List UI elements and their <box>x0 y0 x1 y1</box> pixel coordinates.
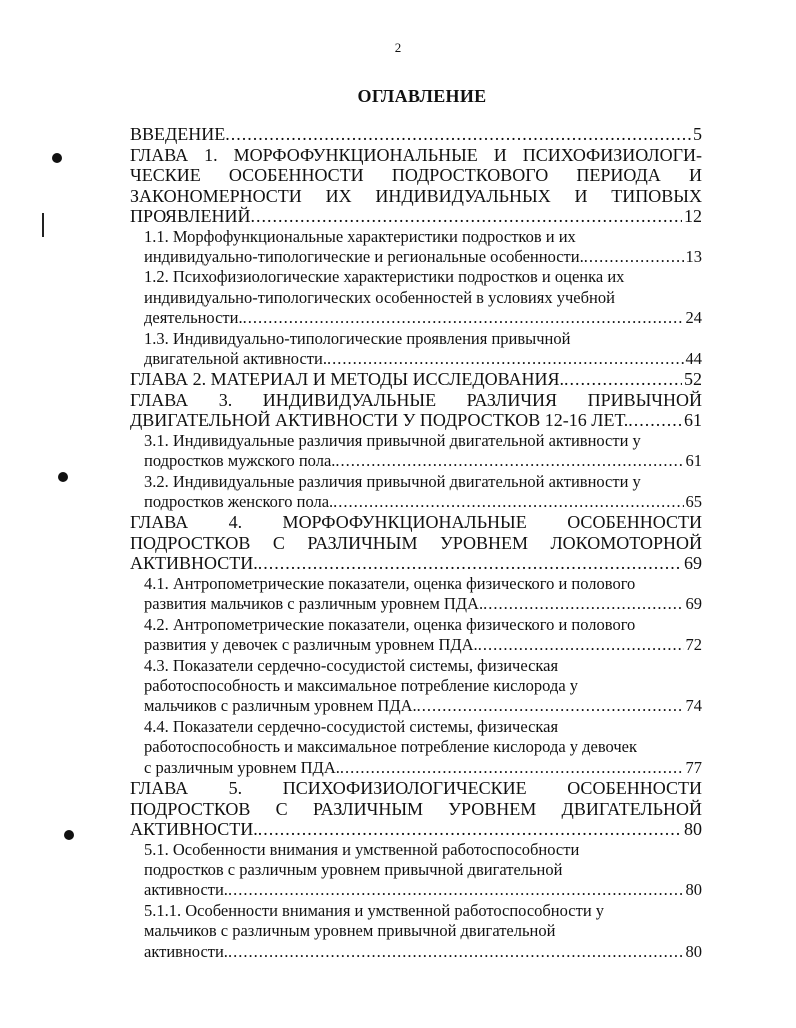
page-ref: 72 <box>685 635 702 655</box>
page-ref: 80 <box>685 880 702 900</box>
entry-line: 4.3. Показатели сердечно-сосудистой системы, физическая <box>144 655 559 675</box>
entry-line: 4.1. Антропометрические показатели, оценка физического и полового <box>144 573 636 593</box>
toc-entry-section-1-1[interactable] <box>130 227 702 268</box>
margin-bullet <box>58 472 68 482</box>
entry-text: ДВИГАТЕЛЬНОЙ АКТИВНОСТИ У ПОДРОСТКОВ 12-16 ЛЕТ. <box>130 410 629 431</box>
toc-entry-chapter-4[interactable] <box>130 512 702 574</box>
dot-leader <box>243 308 684 328</box>
entry-line: ГЛАВА 4. МОРФОФУНКЦИОНАЛЬНЫЕ ОСОБЕННОСТИ <box>130 512 702 533</box>
dot-leader <box>564 369 682 390</box>
page-ref: 65 <box>685 492 702 512</box>
entry-line: ГЛАВА 3. ИНДИВИДУАЛЬНЫЕ РАЗЛИЧИЯ ПРИВЫЧНОЙ <box>130 389 702 410</box>
entry-line: ГЛАВА 5. ПСИХОФИЗИОЛОГИЧЕСКИЕ ОСОБЕННОСТИ <box>130 778 702 799</box>
toc-entry-chapter-5[interactable] <box>130 778 702 840</box>
entry-text: развития мальчиков с различным уровнем ПДА. <box>144 594 484 614</box>
toc-entry-section-5-1[interactable] <box>130 840 702 901</box>
entry-line: 1.3. Индивидуально-типологические проявления привычной <box>144 328 571 348</box>
dot-leader <box>584 247 684 267</box>
entry-line: подростков с различным уровнем привычной двигательной <box>144 859 563 879</box>
page-ref: 77 <box>685 757 702 777</box>
page-ref: 69 <box>685 594 702 614</box>
entry-line: 3.2. Индивидуальные различия привычной двигательной активности у <box>144 471 641 491</box>
entry-line: 5.1. Особенности внимания и умственной работоспособности <box>144 839 580 859</box>
page-ref: 44 <box>685 348 702 368</box>
table-of-contents <box>130 124 702 962</box>
entry-text: АКТИВНОСТИ. <box>130 553 258 574</box>
entry-line: 4.2. Антропометрические показатели, оценка физического и полового <box>144 614 636 634</box>
entry-text: деятельности. <box>144 308 243 328</box>
entry-line: мальчиков с различным уровнем привычной двигательной <box>144 921 556 941</box>
page-ref: 80 <box>684 819 702 840</box>
entry-text: активности. <box>144 941 228 961</box>
page-number: 2 <box>394 40 402 55</box>
margin-mark <box>42 213 44 237</box>
entry-line: 3.1. Индивидуальные различия привычной двигательной активности у <box>144 430 641 450</box>
toc-entry-chapter-3[interactable] <box>130 390 702 431</box>
entry-text: мальчиков с различным уровнем ПДА. <box>144 696 417 716</box>
entry-line: 1.2. Психофизиологические характеристики подростков и оценка их <box>144 267 625 287</box>
margin-bullet <box>64 830 74 840</box>
dot-leader <box>225 124 691 145</box>
toc-entry-section-3-2[interactable] <box>130 472 702 513</box>
page-ref: 80 <box>685 941 702 961</box>
entry-text: АКТИВНОСТИ. <box>130 819 258 840</box>
dot-leader <box>250 206 682 227</box>
dot-leader <box>258 553 682 574</box>
dot-leader <box>258 819 682 840</box>
toc-entry-section-4-1[interactable] <box>130 574 702 615</box>
entry-text: ВВЕДЕНИЕ <box>130 124 226 144</box>
entry-line: 4.4. Показатели сердечно-сосудистой системы, физическая <box>144 716 559 736</box>
entry-line: ГЛАВА 1. МОРФОФУНКЦИОНАЛЬНЫЕ И ПСИХОФИЗИОЛОГИ- <box>130 144 702 165</box>
dot-leader <box>335 451 683 471</box>
dot-leader <box>483 594 683 614</box>
page-ref: 74 <box>685 696 702 716</box>
toc-title: ОГЛАВЛЕНИЕ <box>357 86 487 106</box>
toc-entry-section-5-1-1[interactable] <box>130 901 702 962</box>
dot-leader <box>478 635 684 655</box>
toc-entry-chapter-2[interactable] <box>130 369 702 390</box>
dot-leader <box>228 880 684 900</box>
page-ref: 61 <box>684 410 702 431</box>
entry-text: подростков мужского пола. <box>144 451 336 471</box>
page-ref: 24 <box>685 308 702 328</box>
dot-leader <box>628 410 682 431</box>
entry-line: 5.1.1. Особенности внимания и умственной работоспособности у <box>144 900 605 920</box>
entry-line: работоспособность и максимальное потребление кислорода у <box>144 676 579 695</box>
toc-entry-chapter-1[interactable] <box>130 145 702 227</box>
entry-line: индивидуально-типологических особенностей в условиях учебной <box>144 287 615 307</box>
entry-text: подростков женского пола. <box>144 492 334 512</box>
entry-line: работоспособность и максимальное потребление кислорода у девочек <box>144 737 638 757</box>
entry-text: индивидуально-типологические и региональные особенности. <box>144 246 584 266</box>
page-ref: 52 <box>684 369 702 390</box>
page-ref: 5 <box>693 124 702 144</box>
toc-entry-section-4-2[interactable] <box>130 615 702 656</box>
entry-text: ГЛАВА 2. МАТЕРИАЛ И МЕТОДЫ ИССЛЕДОВАНИЯ. <box>130 369 565 390</box>
toc-entry-introduction[interactable] <box>130 124 702 145</box>
entry-line: ЗАКОНОМЕРНОСТИ ИХ ИНДИВИДУАЛЬНЫХ И ТИПОВЫХ <box>130 185 702 206</box>
page-ref: 12 <box>684 206 702 226</box>
entry-text: двигательной активности. <box>144 348 327 368</box>
entry-line: 1.1. Морфофункциональные характеристики подростков и их <box>144 226 576 246</box>
toc-entry-section-4-3[interactable] <box>130 656 702 717</box>
margin-bullet <box>52 153 62 163</box>
page-ref: 13 <box>685 246 702 266</box>
dot-leader <box>417 696 684 716</box>
dot-leader <box>333 492 683 512</box>
entry-line: ПОДРОСТКОВ С РАЗЛИЧНЫМ УРОВНЕМ ЛОКОМОТОРНОЙ <box>130 532 702 553</box>
entry-line: ЧЕСКИЕ ОСОБЕННОСТИ ПОДРОСТКОВОГО ПЕРИОДА И <box>130 165 702 185</box>
dot-leader <box>228 942 684 962</box>
toc-entry-section-3-1[interactable] <box>130 431 702 472</box>
entry-line: ПОДРОСТКОВ С РАЗЛИЧНЫМ УРОВНЕМ ДВИГАТЕЛЬНОЙ <box>130 798 702 819</box>
toc-entry-section-1-2[interactable] <box>130 267 702 328</box>
dot-leader <box>327 349 684 369</box>
page-ref: 61 <box>685 451 702 471</box>
page-ref: 69 <box>684 553 702 574</box>
entry-text: активности. <box>144 880 228 900</box>
entry-text: с различным уровнем ПДА. <box>144 757 340 777</box>
toc-entry-section-1-3[interactable] <box>130 329 702 370</box>
dot-leader <box>340 758 684 778</box>
toc-entry-section-4-4[interactable] <box>130 717 702 778</box>
entry-text: ПРОЯВЛЕНИЙ <box>130 206 251 226</box>
entry-text: развития у девочек с различным уровнем ПДА. <box>144 635 478 655</box>
